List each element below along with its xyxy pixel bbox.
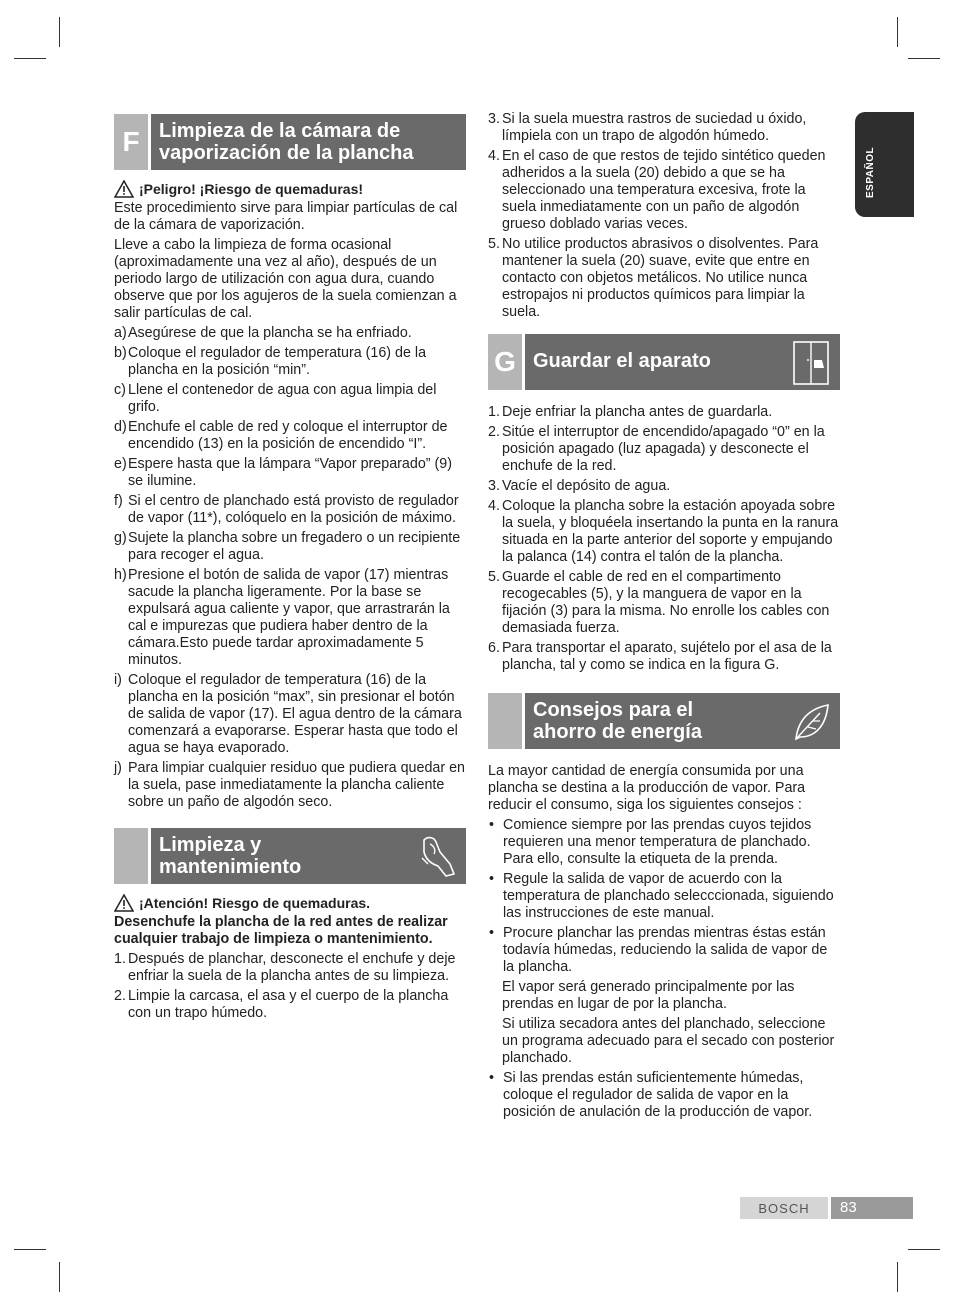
list-item bbox=[114, 951, 466, 985]
list-item-number: 5. bbox=[488, 236, 500, 252]
list-item-number: 4. bbox=[488, 148, 500, 164]
list-item-number: i) bbox=[114, 672, 122, 688]
list-item bbox=[114, 493, 466, 527]
list-item-text: No utilice productos abrasivos o disolventes. Para mantener la suela (20) suave, evite que entre en contacto con objetos metálicos. No utilice nunca estropajos ni productos químicos para limpiar la suela. bbox=[502, 236, 819, 320]
list-item-number: h) bbox=[114, 567, 127, 583]
section-g-letter: G bbox=[488, 334, 522, 390]
list-item-text: Llene el contenedor de agua con agua limpia del grifo. bbox=[128, 382, 437, 415]
energy-tips bbox=[488, 817, 840, 1121]
crop-mark bbox=[897, 1262, 898, 1292]
wardrobe-icon bbox=[790, 338, 832, 386]
crop-mark bbox=[14, 1249, 46, 1250]
crop-mark bbox=[14, 58, 46, 59]
energy-title: Consejos para el ahorro de energía bbox=[533, 699, 702, 743]
list-item-text: Después de planchar, desconecte el enchufe y deje enfriar la suela de la plancha antes de su limpieza. bbox=[128, 951, 456, 984]
list-item-text: Coloque el regulador de temperatura (16) de la plancha en la posición “min”. bbox=[128, 345, 427, 378]
list-item-text: Coloque la plancha sobre la estación apoyada sobre la suela, y bloquéela insertando la punta en la ranura situada en la parte anterior del soporte y empujando la palanca (14) contra el talón de la plancha. bbox=[502, 498, 839, 565]
tip-item bbox=[488, 817, 840, 868]
list-item-text: Limpie la carcasa, el asa y el cuerpo de la plancha con un trapo húmedo. bbox=[128, 988, 449, 1021]
list-item bbox=[488, 424, 840, 475]
list-item bbox=[488, 478, 840, 495]
list-item bbox=[488, 236, 840, 321]
list-item-text: Si la suela muestra rastros de suciedad u óxido, límpiela con un trapo de algodón húmedo. bbox=[502, 111, 807, 144]
tip-text: Comience siempre por las prendas cuyos tejidos requieren una menor temperatura de planchado. Para ello, consulte la etiqueta de la prenda. bbox=[503, 817, 812, 867]
list-item-text: Espere hasta que la lámpara “Vapor preparado” (9) se ilumine. bbox=[128, 456, 452, 489]
section-f-header bbox=[114, 114, 466, 170]
attention-warning bbox=[114, 894, 466, 912]
cleaning-hand-icon bbox=[416, 834, 458, 878]
list-item bbox=[114, 325, 466, 342]
tip-text: Si las prendas están suficientemente húmedas, coloque el regulador de salida de vapor en la posición de anulación de la producción de vapor. bbox=[503, 1070, 813, 1120]
list-item-number: b) bbox=[114, 345, 127, 361]
list-item-number: 3. bbox=[488, 111, 500, 127]
tip-item bbox=[488, 1070, 840, 1121]
list-item-text: Vacíe el depósito de agua. bbox=[502, 478, 671, 494]
list-item bbox=[114, 760, 466, 811]
list-item bbox=[114, 382, 466, 416]
list-item-text: Sitúe el interruptor de encendido/apagado “0” en la posición apagado (luz apagada) y desconecte el enchufe de la red. bbox=[502, 424, 825, 474]
list-item-number: e) bbox=[114, 456, 127, 472]
tip-note: Si utiliza secadora antes del planchado, seleccione un programa adecuado para el secado con posterior planchado. bbox=[502, 1016, 835, 1066]
list-item-text: Para transportar el aparato, sujételo por el asa de la plancha, tal y como se indica en la figura G. bbox=[502, 640, 832, 673]
energy-header bbox=[488, 693, 840, 749]
list-item-number: a) bbox=[114, 325, 127, 341]
list-item-number: 2. bbox=[488, 424, 500, 440]
list-item bbox=[488, 569, 840, 637]
maintenance-steps-left bbox=[114, 951, 466, 1022]
section-g-steps bbox=[488, 404, 840, 674]
crop-mark bbox=[59, 1262, 60, 1292]
list-item bbox=[114, 456, 466, 490]
list-item-number: 1. bbox=[114, 951, 126, 967]
list-item bbox=[488, 498, 840, 566]
danger-warning-text: ¡Peligro! ¡Riesgo de quemaduras! bbox=[139, 181, 364, 197]
list-item-text: Coloque el regulador de temperatura (16) de la plancha en la posición “max”, sin presionar el botón de salida de vapor (17). El agua dentro de la cámara comenzará a evaporarse. Esperar hasta que todo el agua se haya evaporado. bbox=[128, 672, 462, 756]
list-item-number: 6. bbox=[488, 640, 500, 656]
list-item-text: Guarde el cable de red en el compartimento recogecables (5), y la manguera de vapor en la fijación (3) para la misma. No enrolle los cables con demasiada fuerza. bbox=[502, 569, 830, 636]
brand-label: BOSCH bbox=[740, 1197, 828, 1219]
section-f-title: Limpieza de la cámara de vaporización de la plancha bbox=[159, 120, 414, 164]
attention-warning-text: ¡Atención! Riesgo de quemaduras. bbox=[139, 895, 371, 911]
list-item-text: Asegúrese de que la plancha se ha enfriado. bbox=[128, 325, 412, 341]
section-f-steps bbox=[114, 325, 466, 811]
page-footer bbox=[740, 1197, 913, 1219]
crop-mark bbox=[59, 17, 60, 47]
list-item-number: 1. bbox=[488, 404, 500, 420]
maintenance-header bbox=[114, 828, 466, 884]
list-item-number: j) bbox=[114, 760, 122, 776]
tip-text: Procure planchar las prendas mientras éstas están todavía húmedas, reduciendo la salida de vapor de la plancha. bbox=[503, 925, 828, 975]
crop-mark bbox=[908, 58, 940, 59]
list-item bbox=[488, 148, 840, 233]
list-item bbox=[488, 404, 840, 421]
list-item-text: Enchufe el cable de red y coloque el interruptor de encendido (13) en la posición de encendido “I”. bbox=[128, 419, 448, 452]
list-item-text: Sujete la plancha sobre un fregadero o un recipiente para recoger el agua. bbox=[128, 530, 461, 563]
list-item bbox=[488, 111, 840, 145]
list-item bbox=[114, 672, 466, 757]
section-g-title: Guardar el aparato bbox=[533, 350, 711, 372]
paragraph: Lleve a cabo la limpieza de forma ocasional (aproximadamente una vez al año), después de un periodo largo de utilización con agua dura, cuando observe que por los agujeros de la suela comienzan a salir partículas de cal. bbox=[114, 237, 457, 321]
list-item bbox=[114, 530, 466, 564]
list-item-number: g) bbox=[114, 530, 127, 546]
list-item-number: 5. bbox=[488, 569, 500, 585]
list-item bbox=[114, 345, 466, 379]
list-item-text: En el caso de que restos de tejido sintético queden adheridos a la suela (20) debido a que se ha seleccionado una temperatura excesiva, frote la suela inmediatamente con un paño de algodón grueso doblado varias veces. bbox=[502, 148, 826, 232]
paragraph: Este procedimiento sirve para limpiar partículas de cal de la cámara de vaporización. bbox=[114, 200, 458, 233]
section-g-header bbox=[488, 334, 840, 390]
tip-note: El vapor será generado principalmente por las prendas en lugar de por la plancha. bbox=[502, 979, 795, 1012]
list-item-number: 4. bbox=[488, 498, 500, 514]
bullet-icon: • bbox=[489, 871, 495, 887]
bullet-icon: • bbox=[489, 1070, 495, 1086]
right-column bbox=[488, 111, 840, 1124]
list-item-number: d) bbox=[114, 419, 127, 435]
list-item bbox=[114, 419, 466, 453]
section-f-letter: F bbox=[114, 114, 148, 170]
bullet-icon: • bbox=[489, 817, 495, 833]
list-item-number: 2. bbox=[114, 988, 126, 1004]
maintenance-tab bbox=[114, 828, 148, 884]
crop-mark bbox=[897, 17, 898, 47]
list-item-number: c) bbox=[114, 382, 126, 398]
language-tab-label: ESPAÑOL bbox=[865, 146, 876, 198]
maintenance-steps-right bbox=[488, 111, 840, 321]
list-item-text: Para limpiar cualquier residuo que pudiera quedar en la suela, pase inmediatamente la plancha caliente sobre un paño de algodón seco. bbox=[128, 760, 465, 810]
left-column bbox=[114, 114, 466, 1025]
crop-mark bbox=[908, 1249, 940, 1250]
list-item bbox=[488, 640, 840, 674]
maintenance-title: Limpieza y mantenimiento bbox=[159, 834, 302, 878]
list-item-number: 3. bbox=[488, 478, 500, 494]
tip-text: Regule la salida de vapor de acuerdo con la temperatura de planchado selecccionada, siguiendo las instrucciones de este manual. bbox=[503, 871, 834, 921]
warning-icon bbox=[114, 894, 134, 912]
language-tab bbox=[855, 112, 914, 217]
page-number: 83 bbox=[831, 1197, 913, 1219]
list-item-text: Si el centro de planchado está provisto de regulador de vapor (11*), colóquelo en la posición de máximo. bbox=[128, 493, 459, 526]
energy-intro: La mayor cantidad de energía consumida por una plancha se destina a la producción de vapor. Para reducir el consumo, siga los siguientes consejos : bbox=[488, 763, 806, 813]
warning-icon bbox=[114, 180, 134, 198]
list-item-text: Presione el botón de salida de vapor (17) mientras sacude la plancha ligeramente. Por la base se expulsará agua caliente y vapor, que arrastrarán la cal e impurezas que pudiera haber dentro de la cámara.Esto puede tardar aproximadamente 5 minutos. bbox=[128, 567, 450, 668]
list-item bbox=[114, 988, 466, 1022]
list-item-number: f) bbox=[114, 493, 123, 509]
leaf-icon bbox=[790, 699, 832, 743]
list-item bbox=[114, 567, 466, 669]
bullet-icon: • bbox=[489, 925, 495, 941]
list-item-text: Deje enfriar la plancha antes de guardarla. bbox=[502, 404, 773, 420]
tip-item bbox=[488, 925, 840, 976]
tip-item bbox=[488, 871, 840, 922]
danger-warning bbox=[114, 180, 466, 198]
energy-tab bbox=[488, 693, 522, 749]
unplug-notice: Desenchufe la plancha de la red antes de realizar cualquier trabajo de limpieza o mantenimiento. bbox=[114, 914, 448, 947]
